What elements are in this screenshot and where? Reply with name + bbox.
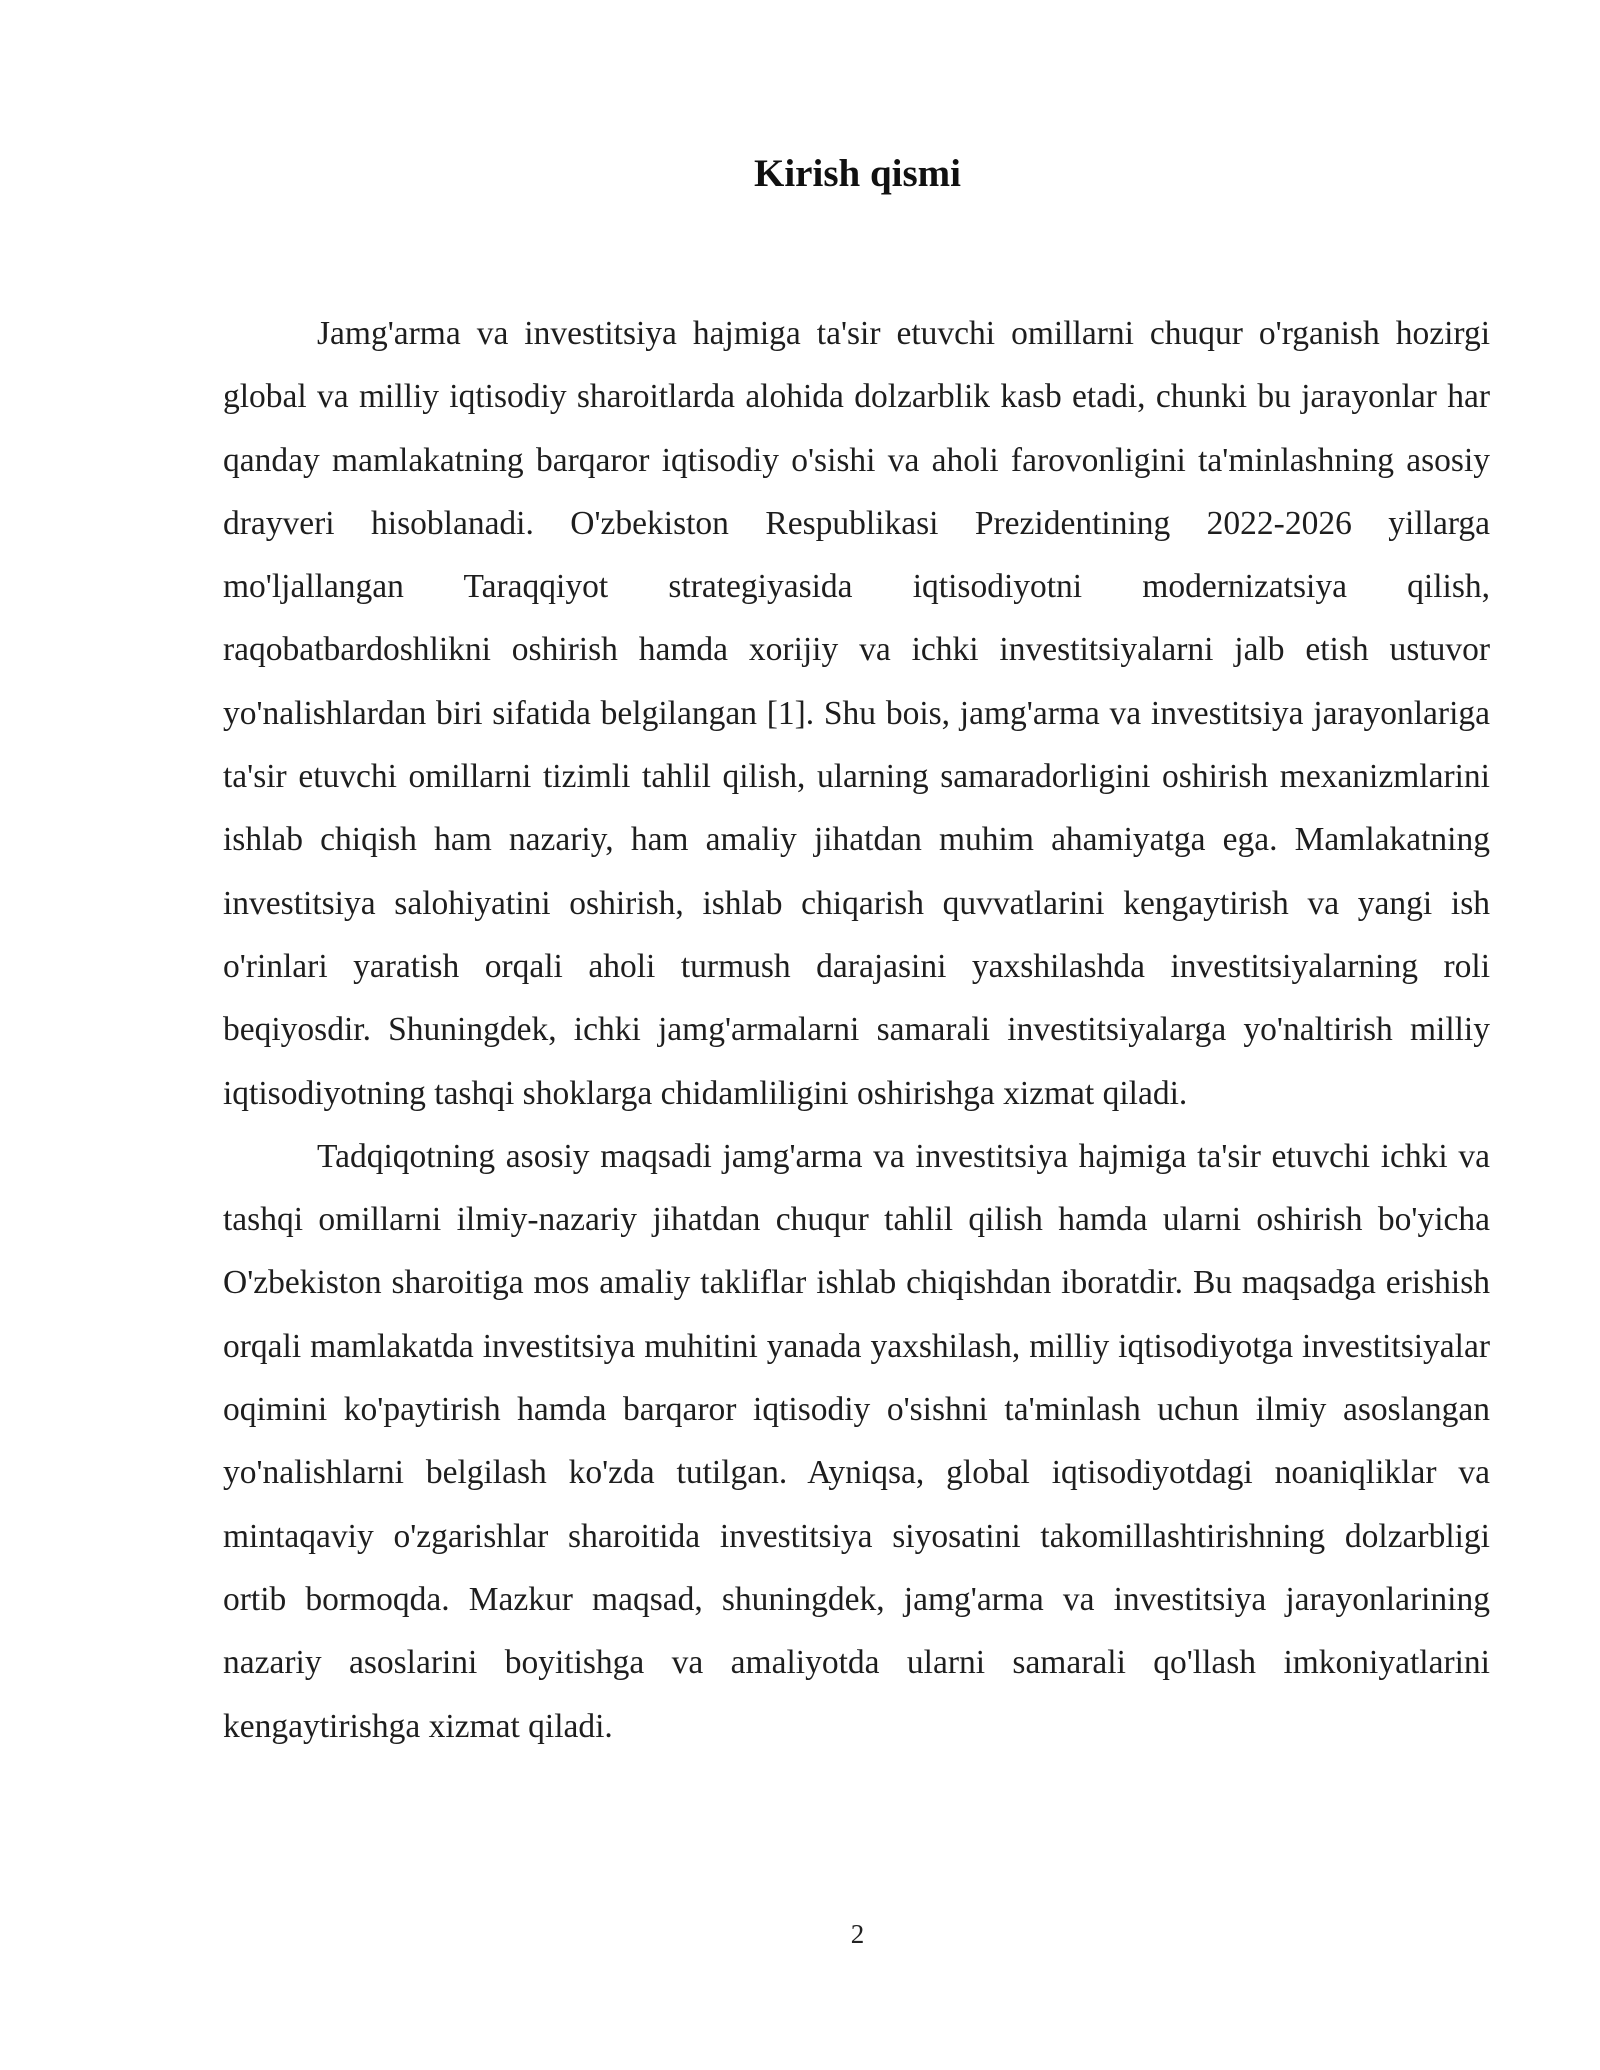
body-text	[223, 302, 1490, 1758]
paragraph-1: Jamg'arma va investitsiya hajmiga ta'sir etuvchi omillarni chuqur o'rganish hozirgi global va milliy iqtisodiy sharoitlarda alohida dolzarblik kasb etadi, chunki bu jarayonlar har qanday mamlakatning barqaror iqtisodiy o'sishi va aholi farovonligini ta'minlashning asosiy drayveri hisoblanadi. O'zbekiston Respublikasi Prezidentining 2022-2026 yillarga mo'ljallangan Taraqqiyot strategiyasida iqtisodiyotni modernizatsiya qilish, raqobatbardoshlikni oshirish hamda xorijiy va ichki investitsiyalarni jalb etish ustuvor yo'nalishlardan biri sifatida belgilangan [1]. Shu bois, jamg'arma va investitsiya jarayonlariga ta'sir etuvchi omillarni tizimli tahlil qilish, ularning samaradorligini oshirish mexanizmlarini ishlab chiqish ham nazariy, ham amaliy jihatdan muhim ahamiyatga ega. Mamlakatning investitsiya salohiyatini oshirish, ishlab chiqarish quvvatlarini kengaytirish va yangi ish o'rinlari yaratish orqali aholi turmush darajasini yaxshilashda investitsiyalarning roli beqiyosdir. Shuningdek, ichki jamg'armalarni samarali investitsiyalarga yo'naltirish milliy iqtisodiyotning tashqi shoklarga chidamliligini oshirishga xizmat qiladi.	[223, 315, 1490, 1112]
page-title: Kirish qismi	[754, 152, 961, 195]
paragraph-2: Tadqiqotning asosiy maqsadi jamg'arma va investitsiya hajmiga ta'sir etuvchi ichki va tashqi omillarni ilmiy-nazariy jihatdan chuqur tahlil qilish hamda ularni oshirish bo'yicha O'zbekiston sharoitiga mos amaliy takliflar ishlab chiqishdan iboratdir. Bu maqsadga erishish orqali mamlakatda investitsiya muhitini yanada yaxshilash, milliy iqtisodiyotga investitsiyalar oqimini ko'paytirish hamda barqaror iqtisodiy o'sishni ta'minlash uchun ilmiy asoslangan yo'nalishlarni belgilash ko'zda tutilgan. Ayniqsa, global iqtisodiyotdagi noaniqliklar va mintaqaviy o'zgarishlar sharoitida investitsiya siyosatini takomillashtirishning dolzarbligi ortib bormoqda. Mazkur maqsad, shuningdek, jamg'arma va investitsiya jarayonlarining nazariy asoslarini boyitishga va amaliyotda ularni samarali qo'llash imkoniyatlarini kengaytirishga xizmat qiladi.	[223, 1137, 1490, 1745]
page-number: 2	[850, 1919, 865, 1949]
